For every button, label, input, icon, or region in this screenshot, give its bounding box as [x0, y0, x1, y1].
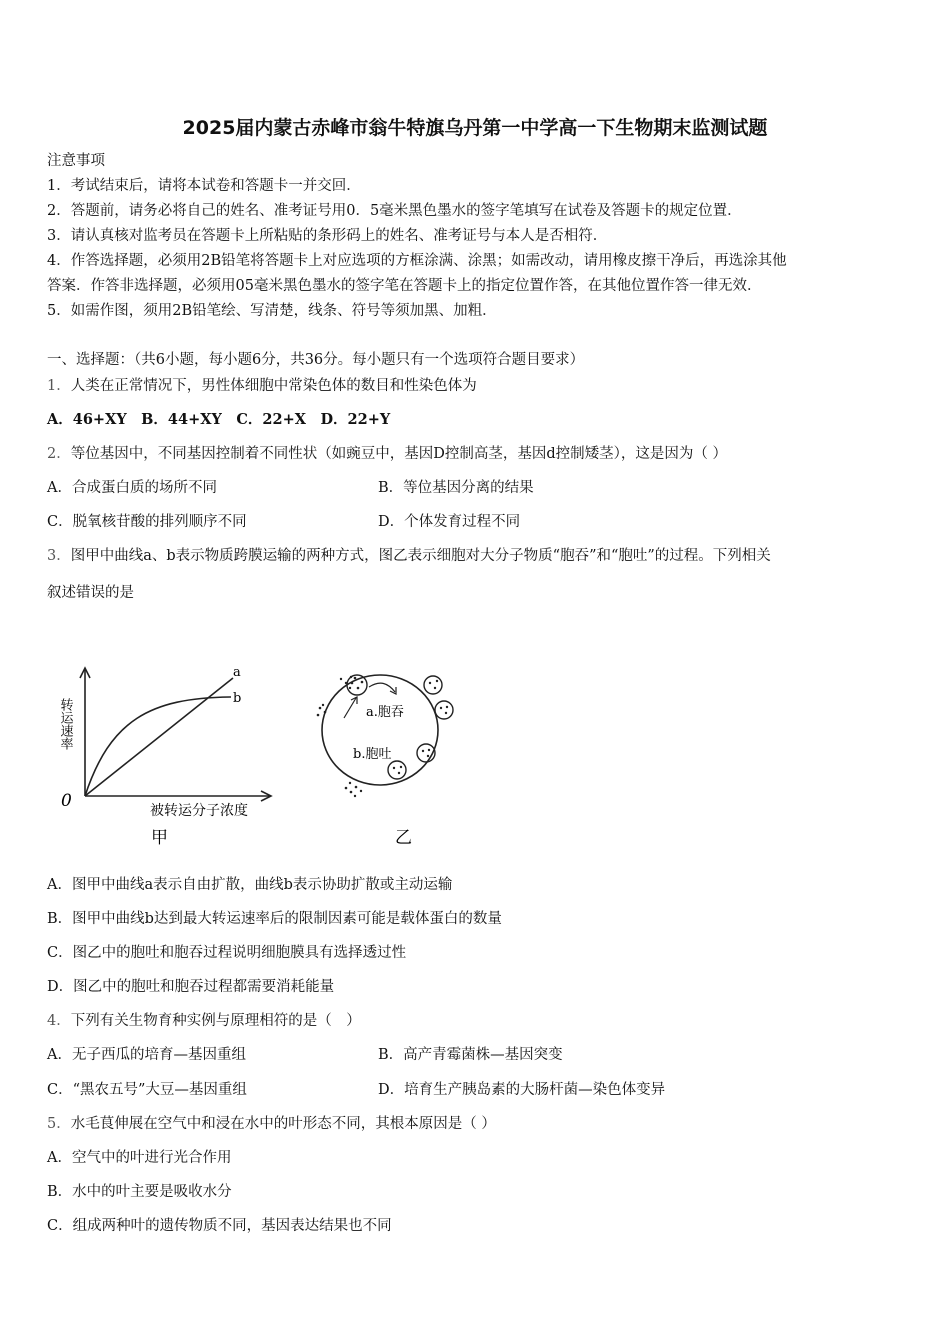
question-3-cont: 叙述错误的是	[47, 585, 134, 601]
question-2	[47, 444, 727, 464]
q4-option-b: B．高产青霉菌株—基因突变	[378, 1047, 563, 1063]
figure	[55, 650, 455, 855]
curve-b	[85, 697, 231, 796]
q3-option-b: B．图甲中曲线b达到最大转运速率后的限制因素可能是载体蛋白的数量	[47, 911, 502, 927]
page-title: 2025届内蒙古赤峰市翁牛特旗乌丹第一中学高一下生物期末监测试题	[182, 117, 768, 139]
notice-item: 4．作答选择题，必须用2B铅笔将答题卡上对应选项的方框涂满、涂黑；如需改动，请用橡皮擦干净后，再选涂其他	[47, 253, 787, 269]
q5-option-b: B．水中的叶主要是吸收水分	[47, 1184, 232, 1200]
question-text: 图甲中曲线a、b表示物质跨膜运输的两种方式，图乙表示细胞对大分子物质“胞吞”和“胞吐”的过程。下列相关	[70, 548, 771, 564]
question-number: 4．	[47, 1013, 71, 1029]
arrow	[344, 698, 356, 718]
q2-option-b: B．等位基因分离的结果	[378, 480, 534, 496]
q3-option-c: C．图乙中的胞吐和胞吞过程说明细胞膜具有选择透过性	[47, 945, 407, 961]
q5-option-a: A．空气中的叶进行光合作用	[47, 1150, 232, 1166]
q4-option-c: C．“黑农五号”大豆—基因重组	[47, 1082, 247, 1098]
notice-item: 1．考试结束后，请将本试卷和答题卡一并交回．	[47, 178, 361, 194]
notice-item: 2．答题前，请务必将自己的姓名、准考证号用0．5毫米黑色墨水的签字笔填写在试卷及答题卡的规定位置．	[47, 203, 742, 219]
curve-a-label: a	[233, 665, 241, 680]
question-number: 5．	[47, 1116, 71, 1132]
exocytosis-label: b.胞吐	[353, 747, 392, 762]
curve-a	[85, 678, 233, 796]
notice-item: 3．请认真核对监考员在答题卡上所粘贴的条形码上的姓名、准考证号与本人是否相符．	[47, 228, 608, 244]
question-text: 水毛茛伸展在空气中和浸在水中的叶形态不同，其根本原因是（ ）	[70, 1116, 496, 1132]
section-heading: 一、选择题：（共6小题，每小题6分，共36分。每小题只有一个选项符合题目要求）	[47, 352, 585, 368]
vesicle	[347, 675, 367, 695]
origin-label: 0	[61, 791, 72, 811]
cell-membrane	[322, 675, 438, 785]
notice-item: 5．如需作图，须用2B铅笔绘、写清楚，线条、符号等须加黑、加粗．	[47, 303, 497, 319]
question-text: 人类在正常情况下，男性体细胞中常染色体的数目和性染色体为	[70, 378, 477, 394]
caption-yi: 乙	[395, 828, 412, 848]
question-number: 3．	[47, 548, 71, 564]
q2-option-a: A．合成蛋白质的场所不同	[47, 480, 217, 496]
question-text: 等位基因中，不同基因控制着不同性状（如豌豆中，基因D控制高茎，基因d控制矮茎），这是因为（ ）	[70, 446, 727, 462]
question-5	[47, 1114, 496, 1134]
q2-option-c: C．脱氧核苷酸的排列顺序不同	[47, 514, 247, 530]
q3-option-a: A．图甲中曲线a表示自由扩散，曲线b表示协助扩散或主动运输	[47, 877, 453, 893]
vesicle	[424, 676, 442, 694]
vesicle	[435, 701, 453, 719]
q4-option-a: A．无子西瓜的培育—基因重组	[47, 1047, 246, 1063]
q1-options: A．46+XY B．44+XY C．22+X D．22+Y	[47, 411, 391, 428]
question-3	[47, 546, 771, 566]
question-number: 2．	[47, 446, 71, 462]
vesicle	[388, 761, 406, 779]
x-axis-label: 被转运分子浓度	[150, 803, 248, 819]
graph-jia	[58, 665, 272, 848]
y-axis-label: 转运速率	[57, 698, 73, 750]
question-number: 1．	[47, 378, 71, 394]
curve-b-label: b	[233, 691, 242, 706]
endocytosis-label: a.胞吞	[366, 705, 404, 720]
q4-option-d: D．培育生产胰岛素的大肠杆菌—染色体变异	[378, 1082, 666, 1098]
question-text: 下列有关生物育种实例与原理相符的是（ ）	[70, 1013, 361, 1029]
cell-diagram	[317, 675, 453, 848]
caption-jia: 甲	[151, 828, 168, 848]
q2-option-d: D．个体发育过程不同	[378, 514, 521, 530]
notice-item: 答案．作答非选择题，必须用05毫米黑色墨水的签字笔在答题卡上的指定位置作答，在其他位置作答一律无效．	[47, 278, 762, 294]
q3-option-d: D．图乙中的胞吐和胞吞过程都需要消耗能量	[47, 979, 335, 995]
question-4	[47, 1011, 361, 1031]
question-1	[47, 376, 477, 396]
q5-option-c: C．组成两种叶的遗传物质不同，基因表达结果也不同	[47, 1218, 392, 1234]
arrow	[369, 683, 395, 692]
notice-heading: 注意事项	[47, 153, 105, 169]
